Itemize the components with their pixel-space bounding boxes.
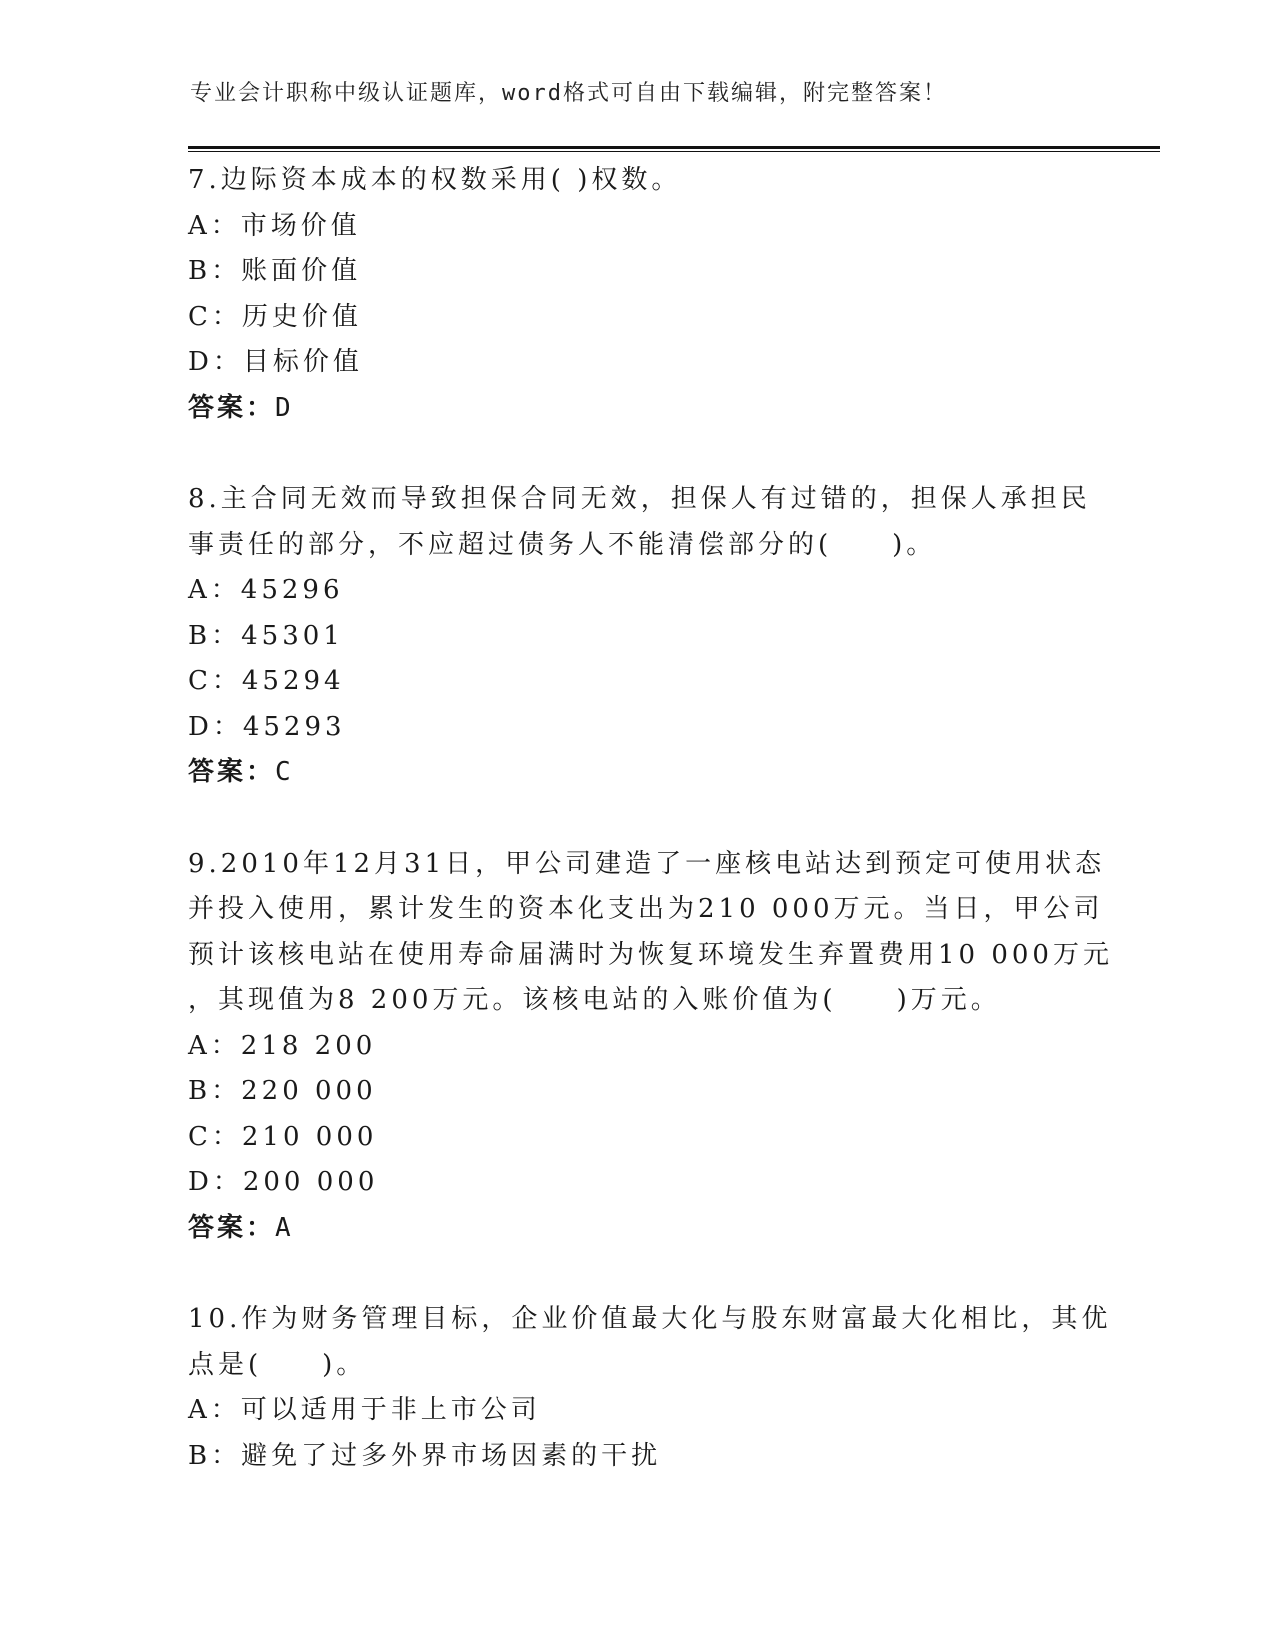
option-c: C：210 000: [188, 1121, 378, 1152]
question-stem-cont: 事责任的部分，不应超过债务人不能清偿部分的( )。: [188, 529, 937, 560]
answer-line: [188, 750, 1088, 796]
option-d: D：45293: [188, 711, 346, 742]
option-a: A：可以适用于非上市公司: [188, 1395, 541, 1425]
option-a: A：218 200: [188, 1030, 377, 1061]
question-stem-cont: ，其现值为8 200万元。该核电站的入账价值为( )万元。: [188, 985, 1001, 1015]
option-d: D：目标价值: [188, 347, 363, 377]
header-rule-thick: [188, 146, 1160, 149]
header-rule-thin: [188, 151, 1160, 152]
question-7: [188, 158, 1088, 431]
option-c: C：历史价值: [188, 301, 362, 332]
answer-line: [188, 386, 1088, 432]
question-stem-cont: 并投入使用，累计发生的资本化支出为210 000万元。当日，甲公司: [188, 894, 1104, 924]
answer-label: 答案：: [188, 757, 276, 787]
answer-line: [188, 1206, 1088, 1252]
option-b: B：避免了过多外界市场因素的干扰: [188, 1440, 662, 1471]
question-gap: [188, 1251, 1088, 1297]
answer-label: 答案：: [188, 1212, 276, 1243]
question-10: [188, 1297, 1112, 1479]
option-b: B：45301: [188, 620, 344, 651]
question-8: [188, 477, 1091, 796]
question-gap: [188, 796, 1088, 842]
answer-label: 答案：: [188, 392, 276, 423]
option-a: A：45296: [188, 575, 344, 605]
answer-value: A: [275, 1212, 294, 1243]
question-9: [188, 842, 1113, 1252]
question-stem-cont: 点是( )。: [188, 1349, 367, 1380]
answer-value: C: [275, 757, 294, 787]
question-gap: [188, 431, 1088, 477]
question-stem-cont: 预计该核电站在使用寿命届满时为恢复环境发生弃置费用10 000万元: [188, 939, 1113, 970]
option-a: A：市场价值: [188, 210, 361, 241]
question-stem: 9.2010年12月31日，甲公司建造了一座核电站达到预定可使用状态: [188, 848, 1106, 879]
option-c: C：45294: [188, 666, 345, 696]
option-b: B：账面价值: [188, 256, 362, 286]
question-stem: 8.主合同无效而导致担保合同无效，担保人有过错的，担保人承担民: [188, 484, 1091, 514]
question-stem: 7.边际资本成本的权数采用( )权数。: [188, 165, 682, 195]
option-b: B：220 000: [188, 1076, 377, 1106]
question-stem: 10.作为财务管理目标，企业价值最大化与股东财富最大化相比，其优: [188, 1304, 1112, 1334]
answer-value: D: [275, 392, 294, 423]
question-list: [188, 158, 1113, 1479]
option-d: D：200 000: [188, 1167, 379, 1197]
page-header: 专业会计职称中级认证题库，word格式可自由下载编辑，附完整答案！: [190, 81, 947, 106]
